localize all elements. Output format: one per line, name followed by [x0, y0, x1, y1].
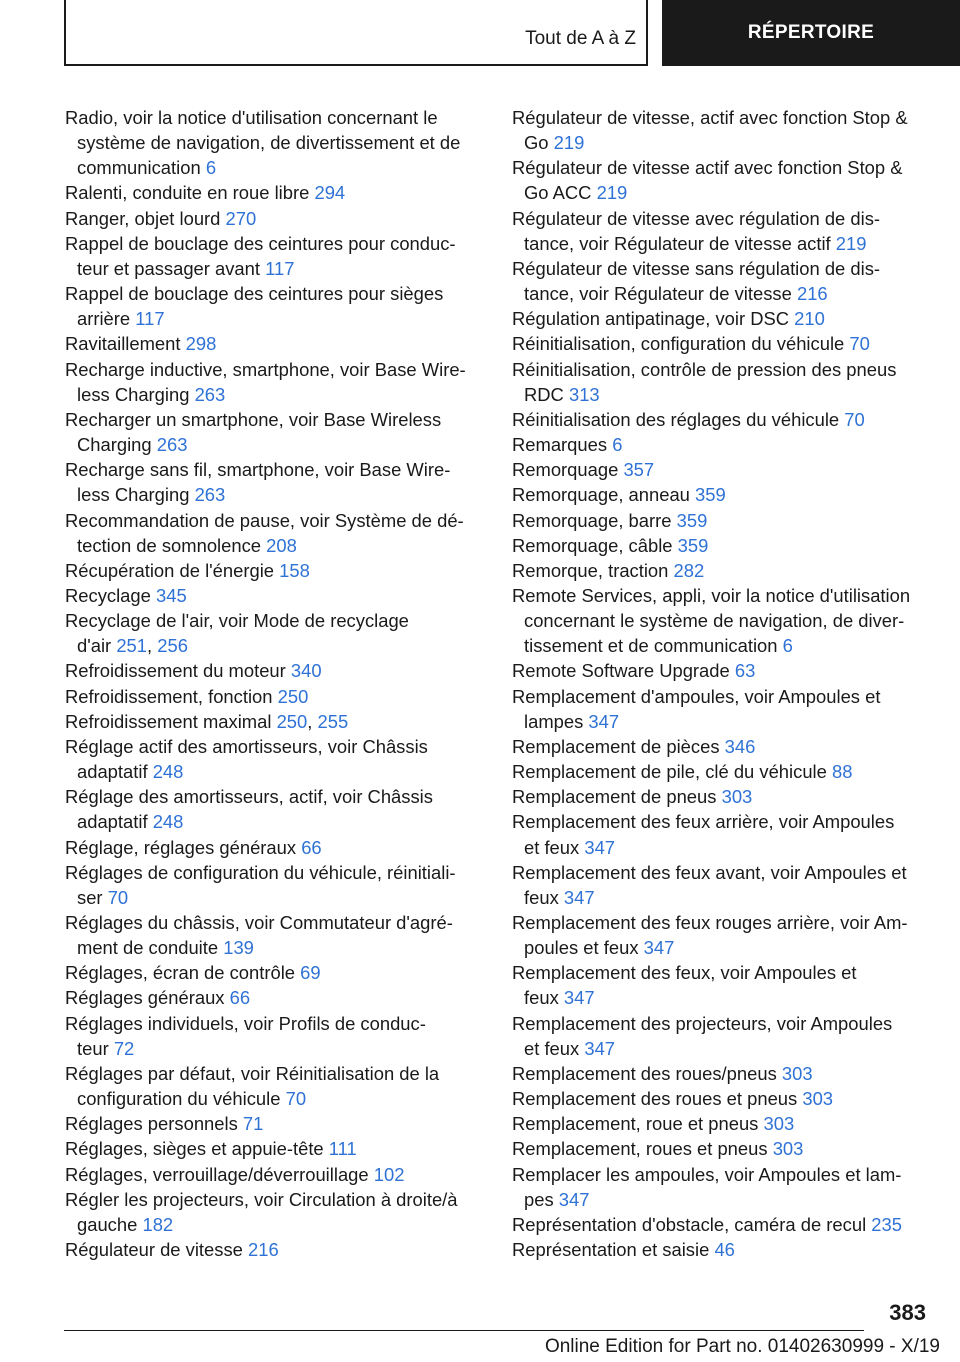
page-ref-link[interactable]: 270: [225, 207, 257, 229]
index-entry-text: Remplacement de pile, clé du véhicule: [512, 761, 827, 783]
index-entry-text: Recharge inductive, smartphone, voir Base Wire-: [65, 358, 466, 380]
index-entry: [65, 583, 485, 608]
page-ref-link[interactable]: 216: [796, 283, 828, 305]
page-ref-link[interactable]: 251: [116, 635, 147, 657]
index-entry-text: et feux: [524, 1037, 580, 1059]
footer-rule: [64, 1330, 864, 1331]
chapter-tab[interactable]: [662, 0, 960, 66]
index-entry-text: RDC: [524, 383, 564, 405]
page-ref-link[interactable]: 216: [248, 1239, 279, 1261]
index-entry: [512, 583, 932, 658]
index-entry-text: lampes: [524, 710, 584, 732]
page-ref-link[interactable]: 347: [563, 987, 595, 1009]
index-entry-text: Représentation et saisie: [512, 1239, 710, 1261]
index-entry-text: communication: [77, 157, 201, 179]
index-entry: [65, 1162, 485, 1187]
index-entry-text: Refroidissement maximal: [65, 710, 272, 732]
index-entry-text: adaptatif: [77, 761, 148, 783]
index-entry-text: d'air: [77, 635, 112, 657]
index-entry-text: système de navigation, de divertissement et de: [77, 132, 461, 154]
page-ref-link[interactable]: 70: [849, 333, 870, 355]
index-entry: [512, 684, 932, 734]
index-entry-text: Recommandation de pause, voir Système de dé-: [65, 509, 464, 531]
page-ref-link[interactable]: 359: [676, 509, 708, 531]
index-entry-text: Remplacement des roues et pneus: [512, 1088, 798, 1110]
index-entry: [512, 658, 932, 683]
header-left-rule: [64, 0, 66, 66]
page-ref-link[interactable]: 71: [242, 1113, 264, 1135]
index-entry-text: Rappel de bouclage des ceintures pour sièges: [65, 283, 444, 305]
index-entry-text: Go: [524, 132, 549, 154]
index-entry-text: feux: [524, 886, 559, 908]
index-entry: [65, 684, 485, 709]
index-entry: [512, 432, 932, 457]
index-entry-text: Régulateur de vitesse actif avec fonction Stop &: [512, 157, 903, 179]
page-ref-link[interactable]: 219: [835, 232, 867, 254]
index-entry-text: Régulateur de vitesse, actif avec fonction Stop &: [512, 107, 908, 128]
index-entry: [512, 1162, 932, 1212]
index-entry: [512, 860, 932, 910]
page-ref-link[interactable]: 182: [142, 1213, 174, 1235]
index-entry-text: tance, voir Régulateur de vitesse actif: [524, 232, 831, 254]
index-entry: [65, 835, 485, 860]
page-ref-link[interactable]: 340: [290, 660, 322, 682]
page-ref-link[interactable]: 303: [763, 1113, 795, 1135]
index-entry-text: Recharge sans fil, smartphone, voir Base Wire-: [65, 459, 451, 481]
index-entry-text: Régler les projecteurs, voir Circulation à droite/à: [65, 1188, 458, 1210]
index-entry-text: Remplacement, roues et pneus: [512, 1138, 768, 1160]
index-entry-text: Réglages, verrouillage/déverrouillage: [65, 1163, 369, 1185]
page-ref-link[interactable]: 357: [623, 459, 655, 481]
index-entry-text: Régulateur de vitesse sans régulation de dis-: [512, 257, 881, 279]
index-entry-text: Go ACC: [524, 182, 592, 204]
index-column-left: [65, 105, 485, 1262]
index-entry-text: Ranger, objet lourd: [65, 207, 221, 229]
page-ref-link[interactable]: 235: [871, 1213, 902, 1235]
page-ref-link[interactable]: 359: [695, 484, 726, 506]
page-ref-link[interactable]: 347: [563, 886, 595, 908]
page-ref-link[interactable]: 346: [724, 735, 756, 757]
page-ref-link[interactable]: 263: [156, 434, 188, 456]
index-entry: [512, 256, 932, 306]
page-ref-link[interactable]: 303: [802, 1088, 834, 1110]
index-entry-text: Refroidissement, fonction: [65, 685, 273, 707]
index-entry: [65, 608, 485, 658]
index-entry: [65, 508, 485, 558]
page-ref-link[interactable]: 345: [156, 584, 187, 606]
index-entry-text: less Charging: [77, 383, 190, 405]
index-entry-text: ser: [77, 886, 103, 908]
index-entry-text: Réglage, réglages généraux: [65, 836, 297, 858]
index-entry-text: Remplacement des projecteurs, voir Ampoules: [512, 1012, 893, 1034]
index-entry-text: Remplacement d'ampoules, voir Ampoules et: [512, 685, 881, 707]
index-entry-text: Réglages personnels: [65, 1113, 238, 1135]
index-entry-text: less Charging: [77, 484, 190, 506]
index-entry: [512, 533, 932, 558]
index-entry: [512, 1212, 932, 1237]
index-entry: [65, 658, 485, 683]
index-entry: [65, 331, 485, 356]
page-ref-link[interactable]: 298: [185, 333, 217, 355]
index-entry: [512, 206, 932, 256]
index-entry-text: Remorquage, câble: [512, 534, 673, 556]
index-entry-text: Réinitialisation des réglages du véhicule: [512, 408, 840, 430]
page-ref-link[interactable]: 70: [285, 1088, 307, 1110]
page-ref-link[interactable]: 303: [721, 786, 753, 808]
index-entry-text: tection de somnolence: [77, 534, 262, 556]
index-entry: [65, 1111, 485, 1136]
index-entry: [65, 558, 485, 583]
index-entry-text: teur: [77, 1037, 109, 1059]
index-entry-text: Recyclage: [65, 584, 151, 606]
index-entry-text: tissement et de communication: [524, 635, 778, 657]
index-entry: [512, 784, 932, 809]
page-ref-link[interactable]: 219: [553, 132, 585, 154]
page-ref-link[interactable]: 347: [643, 937, 675, 959]
page-ref-link[interactable]: 347: [588, 710, 620, 732]
index-entry-text: Réinitialisation, configuration du véhicule: [512, 333, 845, 355]
index-entry-text: Remplacement, roue et pneus: [512, 1113, 759, 1135]
page-ref-link[interactable]: 208: [266, 534, 297, 556]
page-ref-link[interactable]: 46: [714, 1239, 735, 1261]
index-entry-text: Recharger un smartphone, voir Base Wireless: [65, 408, 442, 430]
page-ref-link[interactable]: 139: [223, 937, 254, 959]
page-ref-link[interactable]: 63: [734, 660, 756, 682]
index-entry-text: Réinitialisation, contrôle de pression des pneus: [512, 358, 897, 380]
page-ref-link[interactable]: 158: [279, 559, 310, 581]
footer-edition-text: Online Edition for Part no. 01402630999 - X/19: [544, 1336, 940, 1357]
index-entry: [512, 960, 932, 1010]
index-entry-text: Réglages du châssis, voir Commutateur d'agré-: [65, 912, 453, 933]
index-entry: [512, 105, 932, 155]
index-entry: [512, 482, 932, 507]
index-entry-text: Ravitaillement: [65, 333, 181, 355]
index-entry: [65, 985, 485, 1010]
index-entry-text: Remplacement des feux rouges arrière, voir Am-: [512, 912, 908, 933]
page-ref-link[interactable]: 248: [152, 811, 184, 833]
index-entry-text: pes: [524, 1188, 554, 1210]
page-ref-link[interactable]: 69: [300, 962, 321, 984]
page-number: 383: [889, 1300, 926, 1325]
index-entry-text: concernant le système de navigation, de diver-: [524, 610, 905, 632]
index-entry-text: Réglages, sièges et appuie-tête: [65, 1138, 324, 1160]
page-ref-link[interactable]: 263: [194, 484, 226, 506]
index-entry: [65, 910, 485, 960]
index-entry-text: Régulateur de vitesse avec régulation de dis-: [512, 207, 881, 229]
page-ref-link[interactable]: 66: [301, 836, 322, 858]
page-ref-link[interactable]: 117: [135, 308, 165, 330]
index-entry-text: tance, voir Régulateur de vitesse: [524, 283, 792, 305]
index-entry: [65, 1011, 485, 1061]
index-entry-text: Ralenti, conduite en roue libre: [65, 182, 310, 204]
page-ref-link[interactable]: 6: [205, 157, 217, 179]
page-ref-link[interactable]: 248: [152, 761, 184, 783]
page-ref-link[interactable]: 6: [612, 434, 623, 456]
index-entry-text: Refroidissement du moteur: [65, 660, 286, 682]
page-ref-link[interactable]: 250: [276, 710, 308, 732]
index-entry-text: Réglage des amortisseurs, actif, voir Châssis: [65, 786, 433, 808]
index-entry-text: Remote Software Upgrade: [512, 660, 730, 682]
index-entry: [512, 508, 932, 533]
chapter-tab-label: RÉPERTOIRE: [747, 22, 875, 43]
index-entry-text: Réglage actif des amortisseurs, voir Châssis: [65, 735, 428, 757]
index-entry: [65, 1061, 485, 1111]
page-ref-link[interactable]: 117: [265, 257, 295, 279]
page-ref-link[interactable]: 263: [194, 383, 226, 405]
index-entry: [512, 809, 932, 859]
page-ref-link[interactable]: 102: [373, 1163, 405, 1185]
index-entry: [65, 407, 485, 457]
index-entry: [65, 1237, 485, 1262]
page-ref-link[interactable]: 303: [781, 1062, 813, 1084]
index-entry-text: configuration du véhicule: [77, 1088, 281, 1110]
page-ref-link[interactable]: 313: [568, 383, 600, 405]
index-entry-text: Régulation antipatinage, voir DSC: [512, 308, 790, 330]
section-title: Tout de A à Z: [525, 28, 636, 49]
page-ref-link[interactable]: 219: [596, 182, 628, 204]
index-entry: [512, 331, 932, 356]
index-entry-text: Remplacement des feux, voir Ampoules et: [512, 962, 857, 984]
index-entry: [512, 1111, 932, 1136]
index-entry-text: Réglages de configuration du véhicule, réinitiali-: [65, 861, 456, 883]
index-entry-text: teur et passager avant: [77, 257, 260, 279]
page-ref-link[interactable]: 66: [229, 987, 251, 1009]
index-entry-text: ment de conduite: [77, 937, 219, 959]
index-entry-text: Radio, voir la notice d'utilisation concernant le: [65, 107, 438, 128]
index-entry-text: Remorquage: [512, 459, 619, 481]
index-entry: [512, 457, 932, 482]
page-ref-link[interactable]: 111: [328, 1138, 357, 1160]
page-ref-link[interactable]: 6: [782, 635, 793, 657]
index-entry: [512, 1237, 932, 1262]
index-entry-text: adaptatif: [77, 811, 148, 833]
page-ref-link[interactable]: 294: [314, 182, 346, 204]
index-entry: [65, 105, 485, 180]
index-entry: [512, 306, 932, 331]
index-entry-text: Réglages par défaut, voir Réinitialisation de la: [65, 1062, 440, 1084]
page-ref-link[interactable]: 347: [584, 836, 616, 858]
ref-separator: ,: [147, 635, 153, 657]
index-entry-text: gauche: [77, 1213, 138, 1235]
page-ref-link[interactable]: 255: [317, 710, 349, 732]
index-entry: [512, 1011, 932, 1061]
page-ref-link[interactable]: 282: [673, 559, 705, 581]
index-entry-text: Remplacement des feux arrière, voir Ampoules: [512, 811, 895, 833]
page-ref-link[interactable]: 359: [677, 534, 709, 556]
index-entry-text: poules et feux: [524, 937, 639, 959]
index-entry: [65, 357, 485, 407]
index-entry: [512, 910, 932, 960]
index-entry-text: Remplacement de pneus: [512, 786, 717, 808]
index-entry-text: Remplacement de pièces: [512, 735, 720, 757]
header-bottom-rule: [64, 64, 648, 66]
index-entry-text: Remorquage, barre: [512, 509, 672, 531]
index-entry: [512, 1136, 932, 1161]
page-ref-link[interactable]: 347: [558, 1188, 590, 1210]
page-ref-link[interactable]: 210: [794, 308, 825, 330]
page-ref-link[interactable]: 256: [157, 635, 188, 657]
page-ref-link[interactable]: 70: [844, 408, 865, 430]
index-entry: [65, 231, 485, 281]
index-entry-text: Remorquage, anneau: [512, 484, 690, 506]
index-entry-text: Recyclage de l'air, voir Mode de recyclage: [65, 610, 409, 632]
index-entry-text: Charging: [77, 434, 152, 456]
index-entry: [65, 960, 485, 985]
index-entry: [65, 180, 485, 205]
index-entry-text: Remplacer les ampoules, voir Ampoules et lam-: [512, 1163, 902, 1185]
index-entry-text: Régulateur de vitesse: [65, 1239, 243, 1261]
index-entry: [512, 357, 932, 407]
header-divider: [646, 0, 648, 66]
index-entry: [512, 1061, 932, 1086]
index-entry: [65, 1187, 485, 1237]
index-entry: [65, 734, 485, 784]
index-entry-text: Réglages, écran de contrôle: [65, 962, 296, 984]
index-entry-text: et feux: [524, 836, 580, 858]
page-ref-link[interactable]: 303: [772, 1138, 804, 1160]
index-entry: [512, 734, 932, 759]
index-entry-text: Remorque, traction: [512, 559, 669, 581]
index-entry: [65, 281, 485, 331]
index-entry-text: Récupération de l'énergie: [65, 559, 275, 581]
page-ref-link[interactable]: 70: [107, 886, 129, 908]
index-entry: [512, 155, 932, 205]
index-entry: [512, 1086, 932, 1111]
index-column-right: [512, 105, 932, 1262]
index-entry-text: Réglages généraux: [65, 987, 225, 1009]
index-entry-text: arrière: [77, 308, 131, 330]
index-entry: [65, 860, 485, 910]
index-entry-text: Rappel de bouclage des ceintures pour conduc-: [65, 232, 456, 254]
index-entry-text: Réglages individuels, voir Profils de conduc-: [65, 1012, 426, 1034]
page-ref-link[interactable]: 347: [584, 1037, 616, 1059]
index-entry-text: Représentation d'obstacle, caméra de recul: [512, 1213, 867, 1235]
index-entry: [512, 759, 932, 784]
index-entry: [65, 709, 485, 734]
index-entry-text: Remote Services, appli, voir la notice d'utilisation: [512, 584, 911, 606]
index-entry: [65, 206, 485, 231]
ref-separator: ,: [307, 710, 313, 732]
index-entry: [65, 1136, 485, 1161]
index-entry-text: Remarques: [512, 434, 608, 456]
index-entry: [65, 784, 485, 834]
index-entry: [512, 558, 932, 583]
index-entry: [65, 457, 485, 507]
index-entry-text: Remplacement des roues/pneus: [512, 1062, 777, 1084]
page-ref-link[interactable]: 72: [113, 1037, 135, 1059]
page-ref-link[interactable]: 88: [831, 761, 853, 783]
page-ref-link[interactable]: 250: [277, 685, 309, 707]
index-entry-text: Remplacement des feux avant, voir Ampoules et: [512, 861, 907, 883]
index-entry-text: feux: [524, 987, 559, 1009]
index-entry: [512, 407, 932, 432]
